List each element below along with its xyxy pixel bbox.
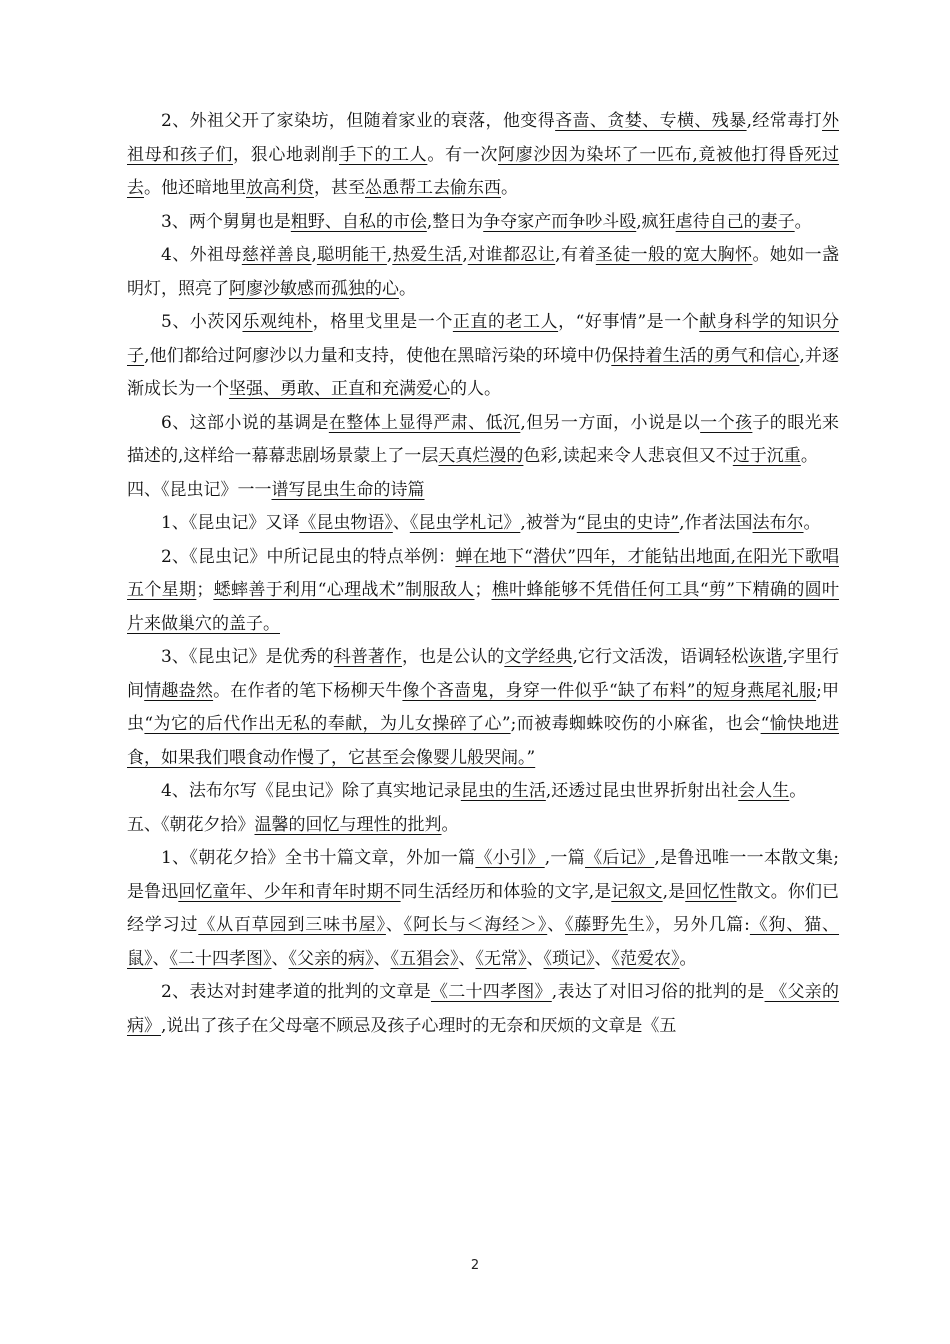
underlined-text: 《昆虫学札记》 — [409, 513, 521, 533]
paragraph — [127, 105, 839, 206]
underlined-text: 过于沉重 — [732, 446, 801, 466]
text-segment: 、 — [271, 948, 289, 969]
underlined-text: 聪明能干 — [316, 245, 387, 265]
text-segment: ，狠心地剥削 — [233, 144, 339, 165]
text-segment: 。有一次 — [427, 144, 498, 165]
text-segment: ,疯狂 — [636, 211, 676, 232]
text-segment: 。 — [679, 948, 697, 969]
text-segment: 4、法布尔写《昆虫记》除了真实地记录 — [161, 781, 461, 801]
underlined-text: 科普著作 — [333, 647, 403, 667]
text-segment: 。他还暗地里 — [144, 178, 246, 198]
underlined-text: 《无常》 — [475, 948, 527, 969]
text-segment: 。 — [800, 446, 818, 466]
text-segment: 。 — [789, 781, 807, 801]
underlined-text: 粗野、自私的市侩 — [290, 211, 427, 232]
text-segment: ,说出了孩子在父母毫不顾忌及孩子心理时的无奈和厌烦的文章是《五 — [161, 1015, 677, 1036]
text-segment: 生》，另外几篇: — [627, 915, 750, 935]
text-segment: 3、两个舅舅也是 — [161, 211, 291, 232]
text-segment: ,整日为 — [426, 211, 484, 232]
text-segment: 6、这部小说的基调是 — [161, 412, 329, 433]
paragraph — [127, 541, 839, 642]
underlined-text: 阿廖沙因为染坏了一匹布,竟被他打得昏死过去 — [127, 144, 840, 198]
text-segment: 、 — [392, 513, 410, 533]
underlined-text: 文学经典 — [504, 647, 573, 667]
underlined-text: 《狗、猫、鼠》 — [127, 915, 840, 969]
text-segment: ,作者法国 — [679, 513, 753, 533]
text-segment: 。 — [399, 278, 416, 299]
underlined-text: “昆虫的史诗” — [576, 513, 680, 533]
text-segment: 五、《朝花夕拾》 — [127, 814, 255, 835]
text-segment: 。在作者的笔下杨柳天牛 — [213, 680, 403, 701]
text-segment: 。 — [501, 178, 518, 198]
paragraph — [127, 842, 839, 976]
text-segment: ,但另一方面，小说是以 — [520, 412, 701, 433]
text-segment: ，“好事情”是一个 — [558, 312, 700, 332]
text-segment: ,有着 — [555, 245, 596, 265]
underlined-text: “为它的后代作出无私的奉献，为儿女操碎了心” — [144, 714, 511, 734]
text-segment: ,一篇 — [544, 848, 586, 868]
text-segment: 的人。 — [450, 379, 501, 399]
paragraph — [127, 206, 839, 240]
underlined-text: 怂恿帮工去偷东西 — [365, 178, 501, 198]
underlined-text: 像个吝啬鬼，身穿一件似乎“缺了布料”的短身燕尾礼服 — [402, 680, 817, 701]
text-segment: 、 — [526, 948, 544, 969]
underlined-text: 保持着生活的勇气和信心 — [611, 345, 800, 366]
paragraph — [127, 641, 839, 775]
text-segment: 、 — [547, 915, 566, 935]
underlined-text: 阿廖沙敏感而孤独的心 — [229, 278, 399, 299]
text-segment: 、 — [458, 948, 476, 969]
text-segment: 、 — [152, 948, 170, 969]
text-segment: ,被誉为 — [520, 513, 577, 533]
underlined-text: 慈祥善良 — [241, 245, 312, 265]
underlined-text: 《琐记》 — [543, 948, 595, 969]
text-segment: 3、《昆虫记》是优秀的 — [161, 647, 334, 667]
text-segment: , — [311, 245, 317, 265]
underlined-text: 热爱生活 — [392, 245, 463, 265]
underlined-text: 诙谐 — [748, 647, 783, 667]
paragraph — [127, 976, 839, 1043]
text-segment: 2、外祖父开了家染坊，但随着家业的衰落，他变得 — [161, 111, 556, 131]
text-segment: 色彩,读起来令人悲哀但又不 — [523, 446, 733, 466]
text-segment: 。 — [441, 814, 459, 835]
text-segment: ,是 — [662, 881, 686, 902]
underlined-text: 争夺家产而争吵斗殴 — [483, 211, 637, 232]
section-heading — [127, 474, 839, 508]
paragraph — [127, 407, 839, 474]
underlined-text: 对谁都忍让 — [467, 245, 556, 265]
text-segment: ； — [474, 580, 492, 600]
underlined-text: 《阿长与＜海经＞》 — [403, 915, 548, 935]
underlined-text: 一个孩 — [700, 412, 753, 433]
underlined-text: 放高利贷 — [246, 178, 314, 198]
paragraph — [127, 507, 839, 541]
text-segment: 。她如一盏明灯，照亮了 — [127, 245, 840, 299]
text-segment: ,是鲁迅唯一一本散文集;是鲁迅 — [127, 848, 839, 902]
underlined-text: 《藤野先 — [565, 915, 628, 935]
text-segment: ,字里行间 — [127, 647, 840, 701]
section-heading — [127, 809, 839, 843]
underlined-text: 《二十四孝图》 — [169, 948, 272, 969]
underlined-text: 蝉在地下“潜伏”四年，才能钻出地面,在阳光下歌唱五个星期 — [127, 546, 839, 600]
text-segment: 5、小茨冈 — [161, 312, 243, 332]
underlined-text: 手下的工人 — [339, 144, 428, 165]
underlined-text: 樵叶蜂能够不凭借任何工具“剪”下精确的圆叶片来做巢穴的盖子。 — [127, 580, 839, 634]
text-segment: ,并逐渐成长为一个 — [127, 345, 840, 399]
text-segment: ,它行文活泼，语调轻松 — [572, 647, 749, 667]
paragraph — [127, 239, 839, 306]
paragraph — [127, 306, 839, 407]
underlined-text: 会人生 — [738, 781, 790, 801]
text-segment: 2、《昆虫记》中所记昆虫的特点举例： — [161, 546, 456, 567]
underlined-text: 《父亲的病》 — [288, 948, 374, 969]
text-segment: 、 — [594, 948, 612, 969]
text-segment: ,表达了对旧习俗的批判的是 — [551, 982, 765, 1002]
underlined-text: 《从百草园到三味书屋》 — [198, 915, 386, 935]
underlined-text: 《父亲的病》 — [127, 982, 840, 1036]
underlined-text: 温馨的回忆与理性的批判 — [254, 814, 442, 835]
underlined-text: 圣徒一般的宽大胸怀 — [595, 245, 753, 265]
text-segment: ，甚至 — [314, 178, 365, 198]
underlined-text: 《范爱农》 — [611, 948, 680, 969]
text-segment: , — [386, 245, 393, 265]
underlined-text: 记叙文 — [611, 881, 663, 902]
text-segment: ； — [196, 580, 214, 600]
text-segment: 1、《昆虫记》又译 — [161, 513, 300, 533]
underlined-text: 坚强、勇敢、正直和充满爱心 — [229, 379, 450, 399]
text-segment: 4、外祖母 — [161, 245, 242, 265]
text-segment: ，也是公认的 — [402, 647, 505, 667]
text-segment: 四、《昆虫记》一一 — [127, 479, 272, 500]
underlined-text: 外祖母和孩子们 — [127, 111, 840, 165]
underlined-text: 献身科学的知识分子 — [127, 312, 840, 366]
page-number: 2 — [470, 1258, 480, 1273]
underlined-text: 回忆性 — [685, 881, 737, 902]
underlined-text: 虐待自己的妻子 — [675, 211, 795, 232]
paragraph — [127, 775, 839, 809]
text-segment: 、 — [373, 948, 391, 969]
underlined-text: 乐观纯朴 — [242, 312, 313, 332]
underlined-text: 《二十四孝图》 — [430, 982, 552, 1002]
text-segment: 散文。你们已经学习过 — [127, 881, 840, 935]
text-segment: 。 — [794, 211, 812, 232]
underlined-text: 《后记》 — [585, 848, 655, 868]
underlined-text: 《五猖会》 — [390, 948, 459, 969]
underlined-text: 正直的老工人 — [452, 312, 559, 332]
underlined-text: 情趣盎然 — [144, 680, 214, 701]
underlined-text: 《昆虫物语》 — [299, 513, 393, 533]
underlined-text: 吝啬、贪婪、专横、残暴 — [555, 111, 747, 131]
text-segment: , — [462, 245, 468, 265]
underlined-text: 《小引》 — [475, 848, 545, 868]
text-segment: ,他们都给过阿廖沙以力量和支持，使他在黑暗污染的环境中仍 — [144, 345, 612, 366]
text-segment: ;而被毒蜘蛛咬伤的小麻雀，也会 — [510, 714, 761, 734]
text-segment: 子的眼光来描述的,这样给一幕幕悲剧场景蒙上了一层 — [127, 412, 840, 466]
underlined-text: 蟋蟀善于利用“心理战术”制服敌人 — [213, 580, 475, 600]
underlined-text: 法布尔 — [752, 513, 804, 533]
underlined-text: “愉快地进食，如果我们喂食动作慢了，它甚至会像婴儿般哭闹。” — [127, 714, 839, 768]
text-segment: 同生活经历和体验的文字,是 — [400, 881, 612, 902]
underlined-text: 昆虫的生活 — [460, 781, 546, 801]
text-segment: ，格里戈里是一个 — [312, 312, 453, 332]
text-segment: ,还透过昆虫世界折射出社 — [545, 781, 739, 801]
text-segment: 1、《朝花夕拾》全书十篇文章，外加一篇 — [161, 848, 476, 868]
text-segment: 、 — [385, 915, 404, 935]
text-segment: 。 — [803, 513, 821, 533]
document-body — [127, 105, 839, 1043]
text-segment: ,经常毒打 — [746, 111, 823, 131]
underlined-text: 天真烂漫的 — [438, 446, 524, 466]
underlined-text: 在整体上显得严肃、低沉 — [328, 412, 521, 433]
underlined-text: 回忆童年、少年和青年时期不 — [178, 881, 401, 902]
text-segment: 2、表达对封建孝道的批判的文章是 — [161, 982, 431, 1002]
text-segment: ;甲虫 — [127, 680, 840, 734]
underlined-text: 谱写昆虫生命的诗篇 — [271, 479, 425, 500]
